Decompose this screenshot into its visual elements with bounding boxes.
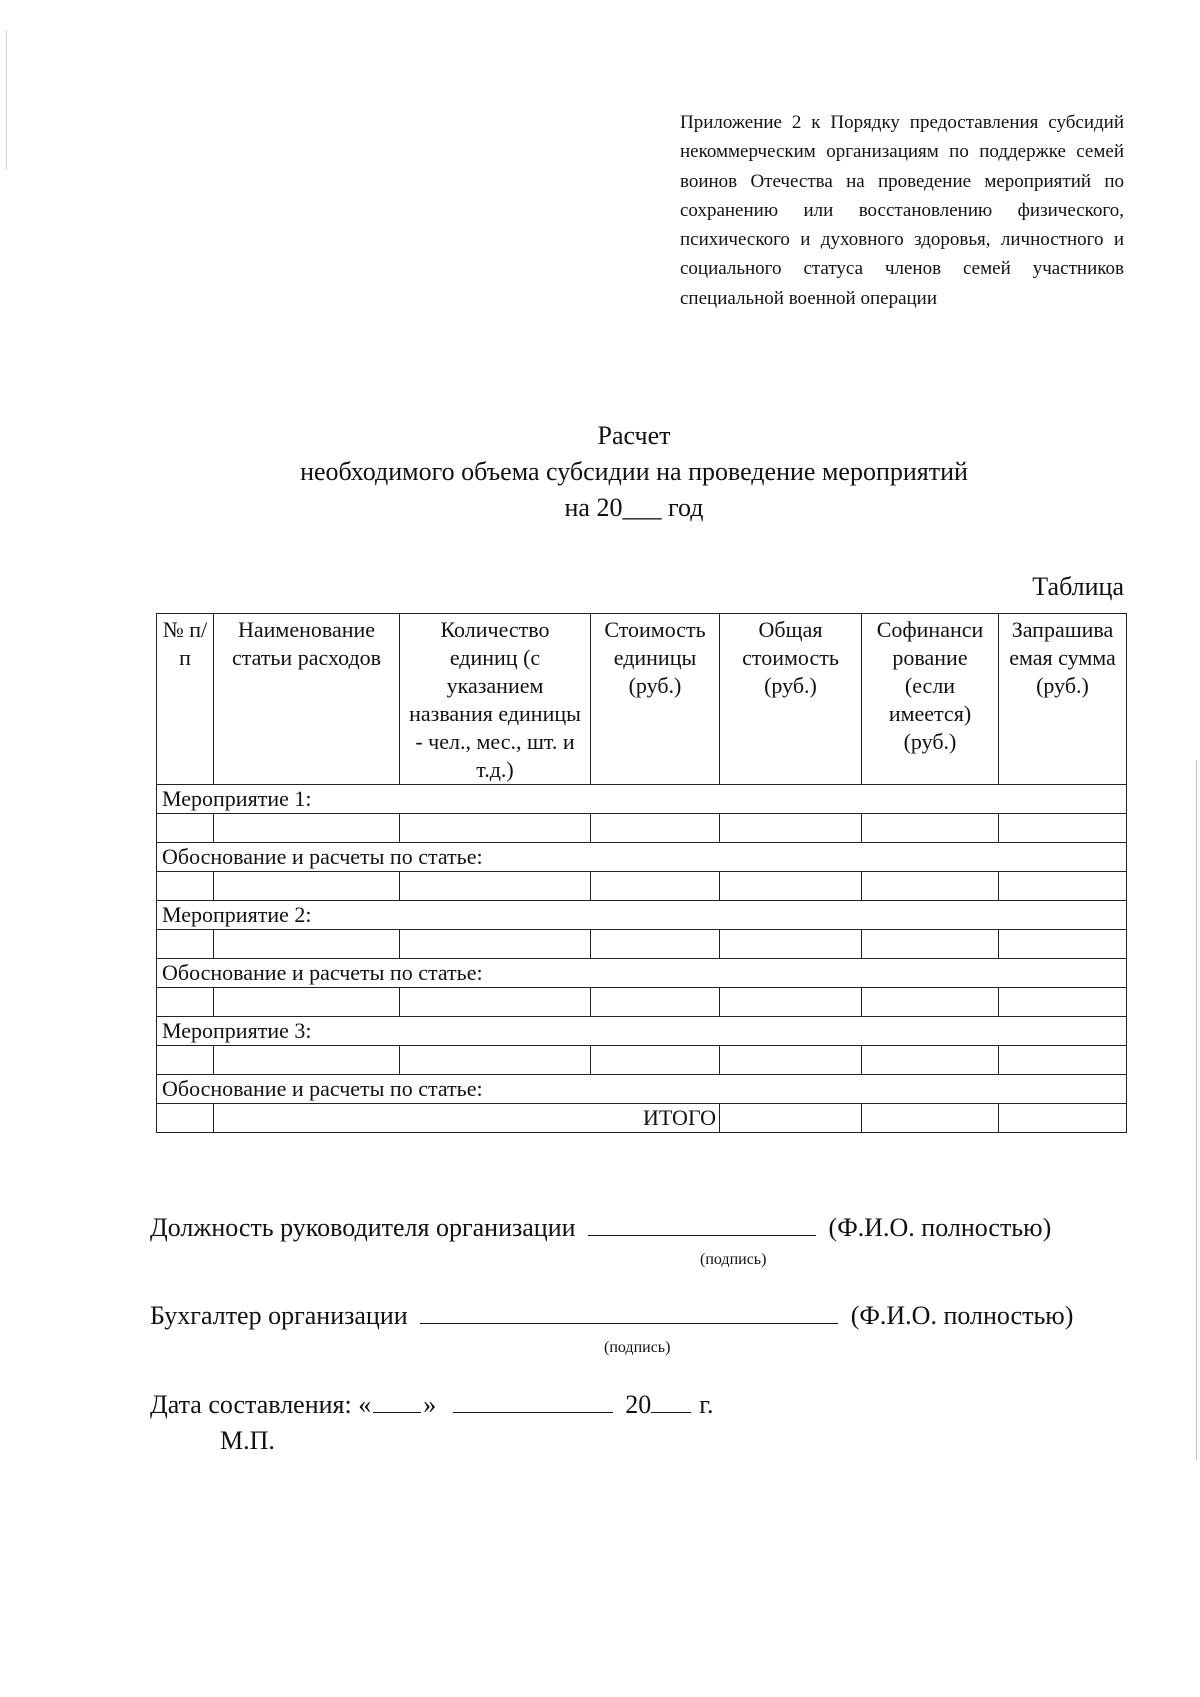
head-signature-hint: (подпись) bbox=[700, 1251, 767, 1268]
table-cell bbox=[214, 930, 400, 959]
accountant-signature-hint: (подпись) bbox=[604, 1339, 671, 1356]
table-cell bbox=[999, 814, 1127, 843]
header-unit-cost: Стоимость единицы (руб.) bbox=[591, 614, 720, 785]
header-requested-amount: Запрашива емая сумма (руб.) bbox=[999, 614, 1127, 785]
table-header-row bbox=[157, 614, 1127, 785]
table-cell bbox=[157, 988, 214, 1017]
date-year-suffix: г. bbox=[699, 1390, 714, 1419]
table-cell bbox=[400, 1046, 591, 1075]
total-cost-cell bbox=[720, 1104, 862, 1133]
table-cell bbox=[862, 988, 999, 1017]
table-cell bbox=[999, 1046, 1127, 1075]
header-quantity: Количество единиц (с указанием названия единицы - чел., мес., шт. и т.д.) bbox=[400, 614, 591, 785]
event-label-2: Мероприятие 2: bbox=[157, 901, 1127, 930]
table-cell bbox=[591, 1046, 720, 1075]
table-cell bbox=[157, 872, 214, 901]
table-cell bbox=[400, 930, 591, 959]
table-cell bbox=[999, 930, 1127, 959]
table-cell bbox=[720, 988, 862, 1017]
date-year-prefix: 20 bbox=[625, 1390, 652, 1419]
title-line-2: необходимого объема субсидии на проведение мероприятий bbox=[300, 457, 968, 486]
table-cell bbox=[591, 930, 720, 959]
table-row bbox=[157, 988, 1127, 1017]
table-cell bbox=[862, 872, 999, 901]
event-row-2 bbox=[157, 901, 1127, 930]
table-cell bbox=[214, 988, 400, 1017]
table-cell bbox=[591, 988, 720, 1017]
head-position-label: Должность руководителя организации bbox=[150, 1213, 576, 1242]
table-row bbox=[157, 930, 1127, 959]
table-row bbox=[157, 814, 1127, 843]
justification-row-1 bbox=[157, 843, 1127, 872]
document-title bbox=[150, 418, 1118, 526]
head-signature-blank bbox=[588, 1211, 816, 1236]
total-label: ИТОГО bbox=[214, 1104, 720, 1133]
justification-label-2: Обоснование и расчеты по статье: bbox=[157, 959, 1127, 988]
justification-label-1: Обоснование и расчеты по статье: bbox=[157, 843, 1127, 872]
head-fio-label: (Ф.И.О. полностью) bbox=[828, 1213, 1052, 1242]
scan-edge-left bbox=[6, 30, 7, 170]
appendix-note: Приложение 2 к Порядку предоставления субсидий некоммерческим организациям по поддержке семей воинов Отечества на проведение мероприятий по сохранению или восстановлению физического, психического и духовного здоровья, личностного и социального статуса членов семей участников специальной военной операции bbox=[680, 112, 1124, 309]
table-cell bbox=[999, 872, 1127, 901]
header-cofinancing: Софинанси рование (если имеется) (руб.) bbox=[862, 614, 999, 785]
table-cell bbox=[400, 988, 591, 1017]
table-caption: Таблица bbox=[1032, 572, 1124, 601]
table-cell bbox=[591, 814, 720, 843]
table-cell bbox=[591, 872, 720, 901]
total-row bbox=[157, 1104, 1127, 1133]
table-cell bbox=[400, 872, 591, 901]
table-cell bbox=[157, 814, 214, 843]
table-cell bbox=[214, 814, 400, 843]
table-cell bbox=[720, 814, 862, 843]
stamp-place-label: М.П. bbox=[220, 1426, 275, 1455]
header-number: № п/п bbox=[157, 614, 214, 785]
date-label: Дата составления: « bbox=[150, 1390, 372, 1419]
justification-row-2 bbox=[157, 959, 1127, 988]
table-cell bbox=[720, 1046, 862, 1075]
table-cell bbox=[157, 1046, 214, 1075]
head-signature-line bbox=[150, 1211, 1051, 1245]
date-line bbox=[150, 1388, 713, 1422]
justification-row-3 bbox=[157, 1075, 1127, 1104]
total-cofinancing-cell bbox=[862, 1104, 999, 1133]
table-cell bbox=[862, 1046, 999, 1075]
date-month-blank bbox=[453, 1388, 613, 1413]
total-requested-cell bbox=[999, 1104, 1127, 1133]
table-cell bbox=[157, 930, 214, 959]
header-total-cost: Общая стоимость (руб.) bbox=[720, 614, 862, 785]
date-day-blank bbox=[373, 1388, 421, 1413]
event-label-3: Мероприятие 3: bbox=[157, 1017, 1127, 1046]
table-cell bbox=[157, 1104, 214, 1133]
subsidy-calculation-table bbox=[156, 613, 1127, 1133]
table-cell bbox=[862, 930, 999, 959]
table-row bbox=[157, 872, 1127, 901]
event-label-1: Мероприятие 1: bbox=[157, 785, 1127, 814]
table-cell bbox=[400, 814, 591, 843]
header-item-name: Наименование статьи расходов bbox=[214, 614, 400, 785]
table-row bbox=[157, 1046, 1127, 1075]
event-row-1 bbox=[157, 785, 1127, 814]
title-line-3: на 20___ год bbox=[564, 493, 704, 522]
table-cell bbox=[214, 872, 400, 901]
accountant-signature-blank bbox=[420, 1299, 838, 1324]
title-line-1: Расчет bbox=[597, 421, 671, 450]
accountant-fio-label: (Ф.И.О. полностью) bbox=[850, 1301, 1074, 1330]
event-row-3 bbox=[157, 1017, 1127, 1046]
table-cell bbox=[862, 814, 999, 843]
table-cell bbox=[720, 872, 862, 901]
accountant-signature-line bbox=[150, 1299, 1073, 1333]
date-close-quote: » bbox=[423, 1390, 437, 1419]
accountant-label: Бухгалтер организации bbox=[150, 1301, 408, 1330]
table-cell bbox=[999, 988, 1127, 1017]
table-cell bbox=[720, 930, 862, 959]
scan-edge-right bbox=[1196, 760, 1197, 1460]
date-year-blank bbox=[651, 1388, 691, 1413]
table-cell bbox=[214, 1046, 400, 1075]
justification-label-3: Обоснование и расчеты по статье: bbox=[157, 1075, 1127, 1104]
